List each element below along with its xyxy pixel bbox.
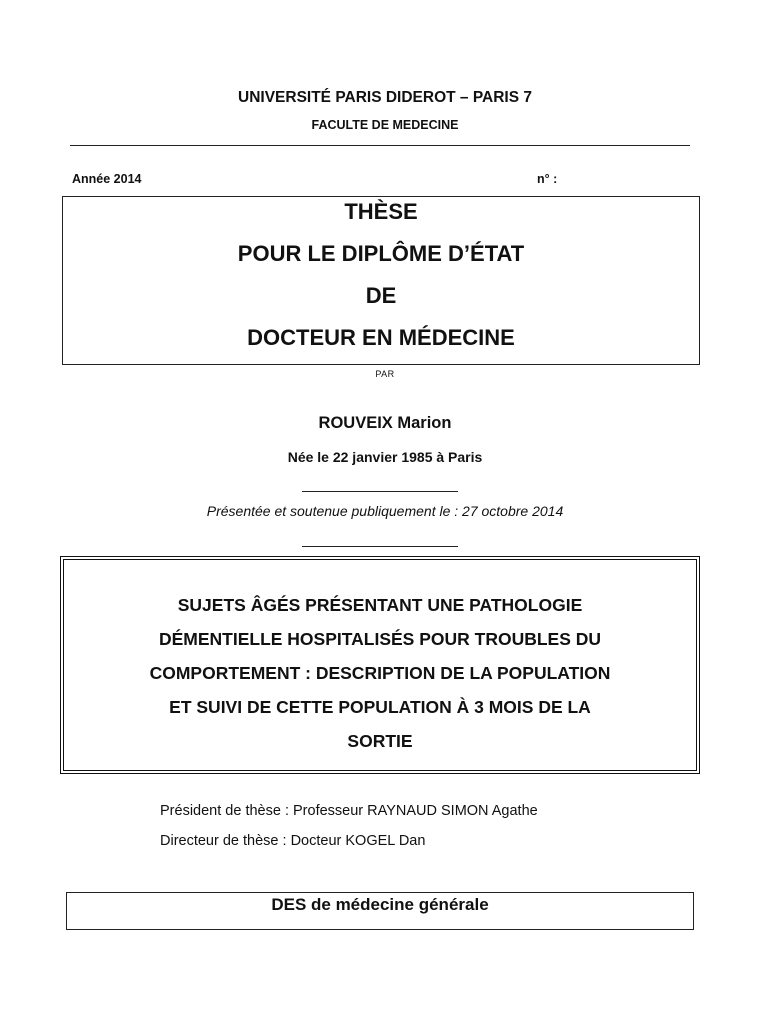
divider-short-lower — [302, 546, 458, 547]
title-line: SORTIE — [347, 731, 413, 751]
author-name: ROUVEIX Marion — [318, 414, 452, 432]
thesis-heading: THÈSE — [344, 199, 418, 224]
title-line: SUJETS ÂGÉS PRÉSENTANT UNE PATHOLOGIE — [177, 595, 583, 615]
des-box — [66, 892, 694, 930]
presentation-date: Présentée et soutenue publiquement le : 27 octobre 2014 — [206, 503, 564, 519]
divider-short-upper — [302, 491, 458, 492]
thesis-director: Directeur de thèse : Docteur KOGEL Dan — [160, 833, 426, 849]
doctor-line: DOCTEUR EN MÉDECINE — [247, 325, 515, 350]
university-name: UNIVERSITÉ PARIS DIDEROT – PARIS 7 — [238, 89, 532, 106]
des-label: DES de médecine générale — [271, 895, 489, 914]
diploma-line: POUR LE DIPLÔME D’ÉTAT — [237, 241, 525, 266]
year-label: Année 2014 — [72, 172, 142, 186]
faculty-name: FACULTE DE MEDECINE — [311, 118, 459, 132]
title-line: DÉMENTIELLE HOSPITALISÉS POUR TROUBLES DU — [158, 629, 602, 649]
thesis-title — [70, 588, 690, 758]
thesis-degree-box — [62, 196, 700, 365]
title-line: ET SUIVI DE CETTE POPULATION À 3 MOIS DE LA — [169, 697, 591, 717]
title-line: COMPORTEMENT : DESCRIPTION DE LA POPULATION — [149, 663, 611, 683]
thesis-president: Président de thèse : Professeur RAYNAUD SIMON Agathe — [160, 803, 538, 819]
number-label: n° : — [537, 172, 558, 186]
thesis-title-box — [60, 556, 700, 774]
de-line: DE — [365, 283, 397, 308]
header-divider — [70, 145, 690, 146]
by-label: PAR — [375, 369, 395, 379]
author-birth: Née le 22 janvier 1985 à Paris — [287, 449, 483, 465]
